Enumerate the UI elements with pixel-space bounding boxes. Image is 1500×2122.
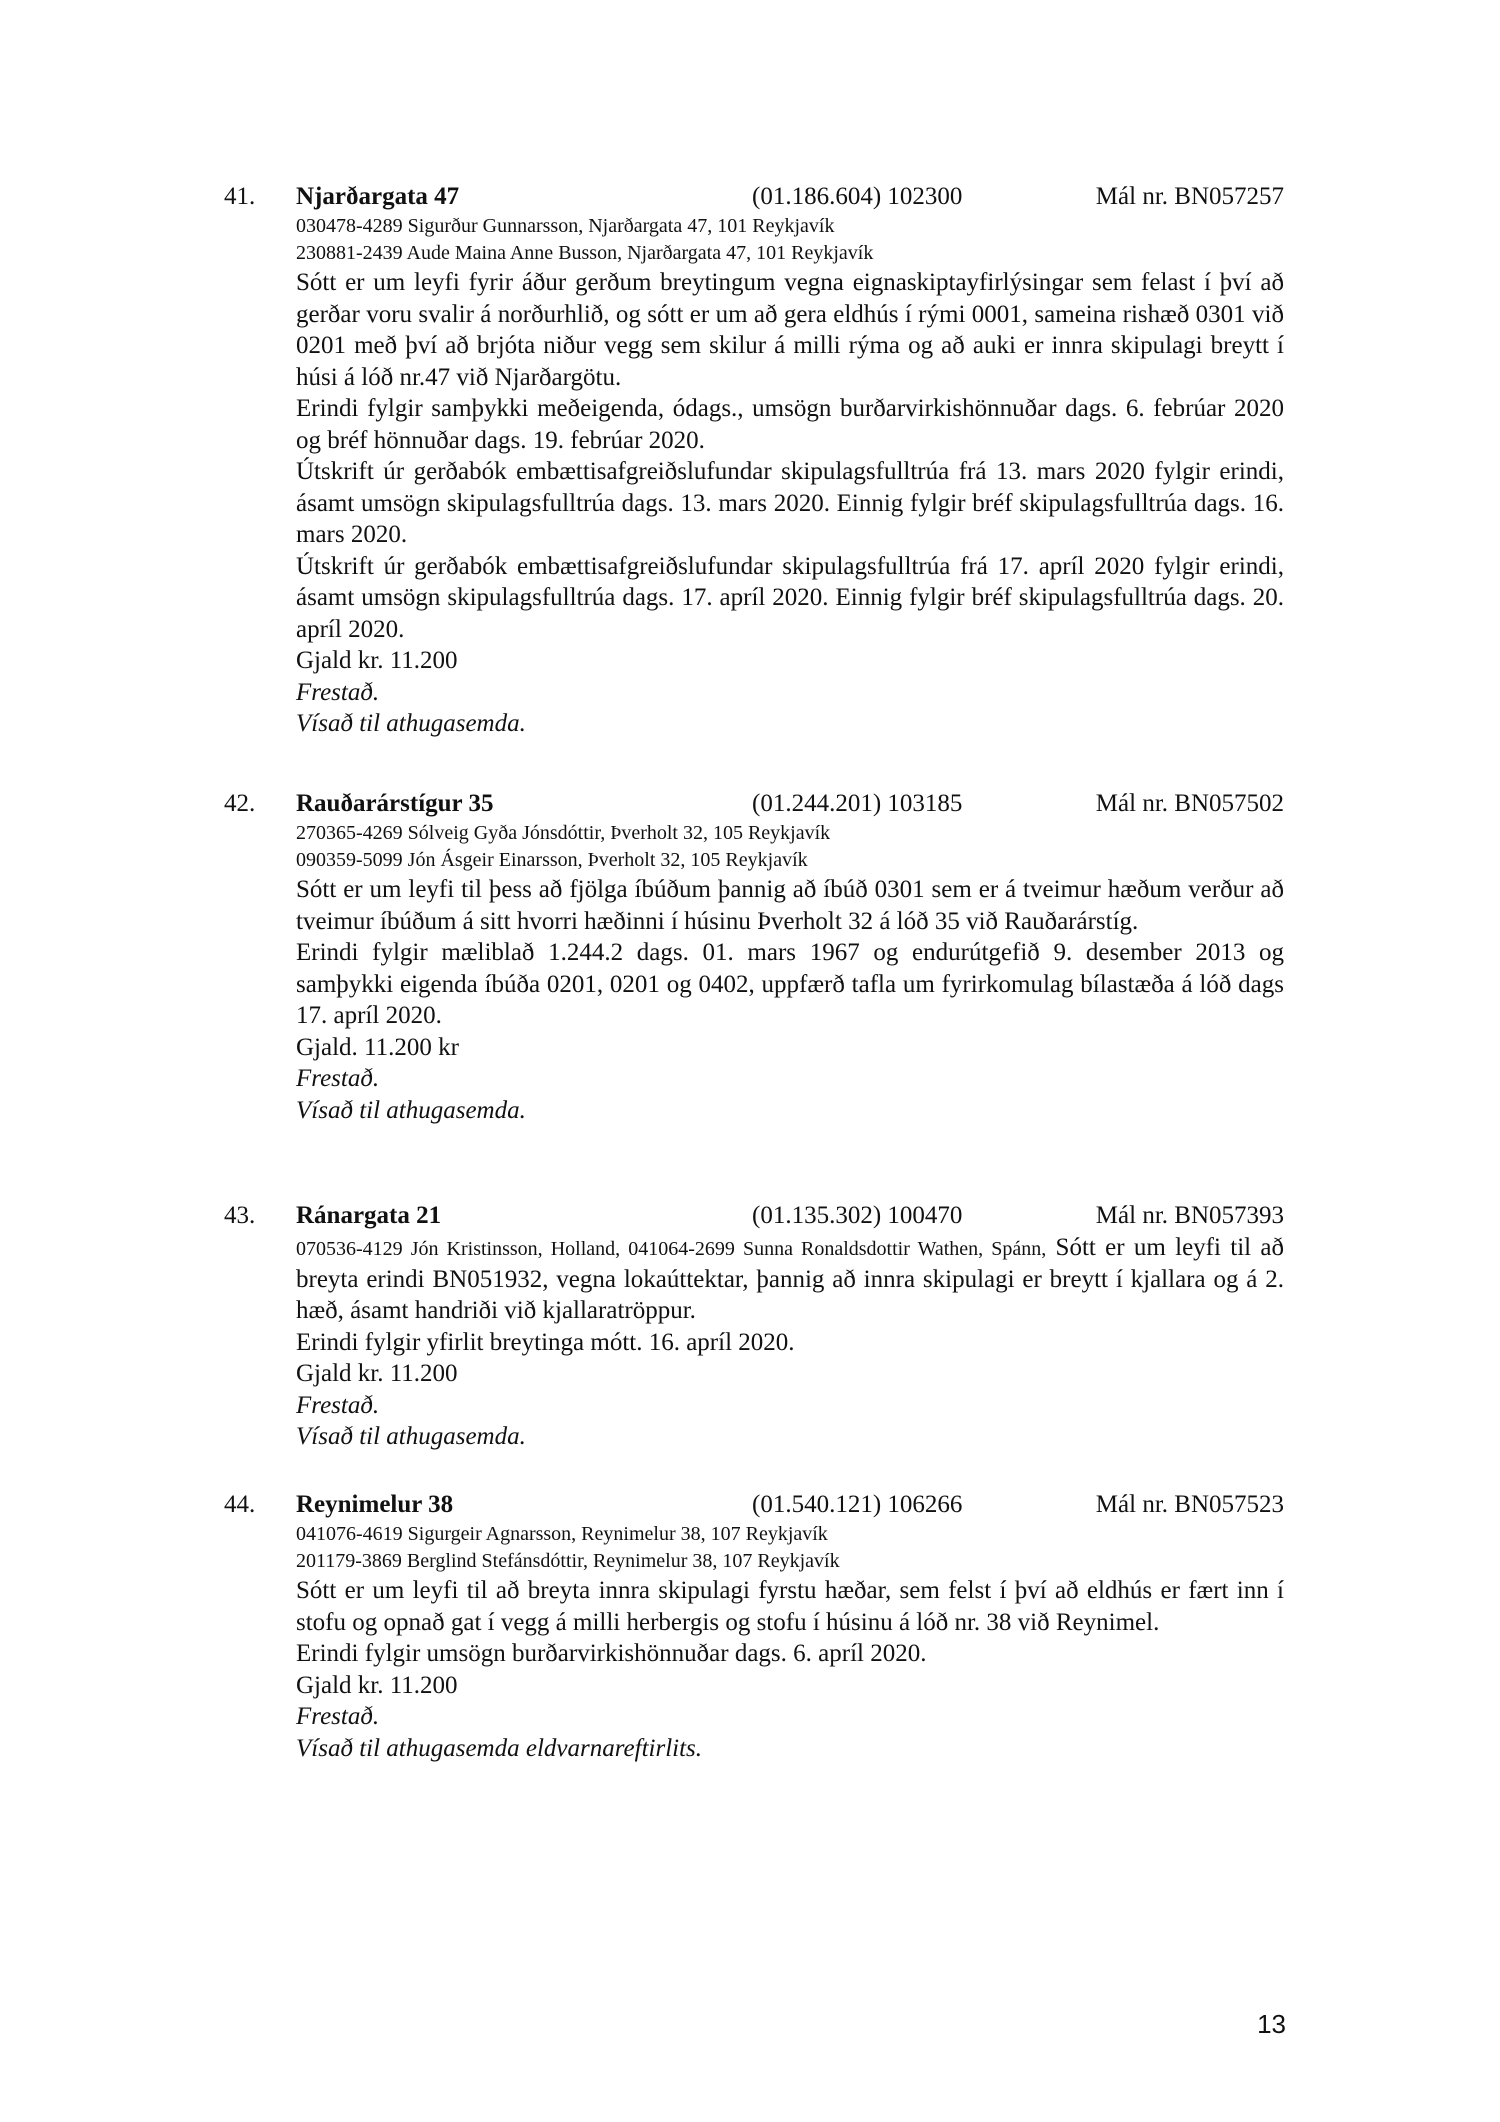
entry-case-number: Mál nr. BN057257 bbox=[1095, 183, 1284, 210]
entry-case-number: Mál nr. BN057393 bbox=[1095, 1202, 1284, 1229]
entry-body bbox=[296, 1521, 1284, 1764]
entry-number: 42. bbox=[224, 790, 256, 817]
entry-number: 43. bbox=[224, 1202, 256, 1229]
entry-property-ref: (01.244.201) 103185 bbox=[752, 790, 963, 817]
minutes-text: Útskrift úr gerðabók embættisafgreiðslufundar skipulagsfulltrúa frá 13. mars 2020 fylgir erindi, ásamt umsögn skipulagsfulltrúa dags. 13. mars 2020. Einnig fylgir bréf skipulagsfulltrúa dags. 16. mars 2020. bbox=[296, 458, 1284, 548]
entry-address: Njarðargata 47 bbox=[296, 183, 460, 210]
page-number: 13 bbox=[1257, 2009, 1286, 2039]
decision-referral: Vísað til athugasemda. bbox=[296, 710, 526, 737]
entry-property-ref: (01.540.121) 106266 bbox=[752, 1491, 963, 1518]
application-text bbox=[296, 1232, 1284, 1327]
case-entry-44 bbox=[224, 1489, 1284, 1764]
entry-case-number: Mál nr. BN057502 bbox=[1095, 790, 1284, 817]
application-text-inline: Sótt er um leyfi til að breyta erindi BN051932, vegna lokaúttektar, þannig að innra skipulagi er breytt í kjallara og á 2. hæð, ásamt handriði við kjallaratröppur. bbox=[296, 1234, 1284, 1324]
decision-status: Frestað. bbox=[296, 1391, 380, 1419]
decision-referral: Vísað til athugasemda eldvarnareftirlits. bbox=[296, 1734, 703, 1762]
entry-address: Ránargata 21 bbox=[296, 1202, 442, 1229]
entry-property-ref: (01.135.302) 100470 bbox=[752, 1202, 963, 1229]
application-text: Sótt er um leyfi fyrir áður gerðum breytingum vegna eignaskiptayfirlýsingar sem felast í því að gerðar voru svalir á norðurhlið, og sótt er um að gera eldhús í rými 0001, sameina rishæð 0301 við 0201 með því að brjóta niður vegg sem skilur á milli rýma og að auki er innra skipulagi breytt í húsi á lóð nr.47 við Njarðargötu. bbox=[296, 269, 1284, 391]
owner-line: 090359-5099 Jón Ásgeir Einarsson, Þverholt 32, 105 Reykjavík bbox=[296, 849, 808, 871]
fee-text: Gjald kr. 11.200 bbox=[296, 1360, 458, 1387]
decision-status: Frestað. bbox=[296, 1703, 380, 1730]
attachment-text: Erindi fylgir mæliblað 1.244.2 dags. 01. mars 1967 og endurútgefið 9. desember 2013 og samþykki eigenda íbúða 0201, 0201 og 0402, uppfærð tafla um fyrirkomulag bílastæða á lóð dags 17. apríl 2020. bbox=[296, 939, 1284, 1029]
entry-body bbox=[296, 1232, 1284, 1453]
application-text: Sótt er um leyfi til að breyta innra skipulagi fyrstu hæðar, sem felst í því að eldhús er fært inn í stofu og opnað gat í vegg á milli herbergis og stofu í húsinu á lóð nr. 38 við Reynimel. bbox=[296, 1577, 1284, 1636]
entry-header bbox=[224, 1200, 1284, 1232]
application-text: Sótt er um leyfi til þess að fjölga íbúðum þannig að íbúð 0301 sem er á tveimur hæðum verður að tveimur íbúðum á sitt hvorri hæðinni í húsinu Þverholt 32 á lóð 35 við Rauðarárstíg. bbox=[296, 876, 1284, 935]
attachment-text: Erindi fylgir yfirlit breytinga mótt. 16. apríl 2020. bbox=[296, 1328, 795, 1356]
entry-body bbox=[296, 213, 1284, 740]
entry-property-ref: (01.186.604) 102300 bbox=[752, 183, 963, 210]
fee-text: Gjald. 11.200 kr bbox=[296, 1033, 459, 1061]
case-entry-42 bbox=[224, 788, 1284, 1126]
entry-body bbox=[296, 820, 1284, 1126]
case-entry-41 bbox=[224, 181, 1284, 740]
fee-text: Gjald kr. 11.200 bbox=[296, 1671, 458, 1699]
case-entry-43 bbox=[224, 1200, 1284, 1453]
decision-status: Frestað. bbox=[296, 1065, 380, 1092]
entry-header bbox=[224, 1489, 1284, 1521]
minutes-text: Útskrift úr gerðabók embættisafgreiðslufundar skipulagsfulltrúa frá 17. apríl 2020 fylgir erindi, ásamt umsögn skipulagsfulltrúa dags. 17. apríl 2020. Einnig fylgir bréf skipulagsfulltrúa dags. 20. apríl 2020. bbox=[296, 552, 1284, 643]
decision-referral: Vísað til athugasemda. bbox=[296, 1096, 526, 1124]
decision-referral: Vísað til athugasemda. bbox=[296, 1423, 526, 1450]
entry-address: Rauðarárstígur 35 bbox=[296, 790, 494, 817]
entry-header bbox=[224, 181, 1284, 213]
decision-status: Frestað. bbox=[296, 678, 380, 706]
entry-header bbox=[224, 788, 1284, 820]
attachment-text: Erindi fylgir umsögn burðarvirkishönnuðar dags. 6. apríl 2020. bbox=[296, 1640, 927, 1667]
entry-number: 44. bbox=[224, 1491, 256, 1518]
entry-case-number: Mál nr. BN057523 bbox=[1095, 1491, 1284, 1518]
attachment-text: Erindi fylgir samþykki meðeigenda, ódags., umsögn burðarvirkishönnuðar dags. 6. febrúar 2020 og bréf hönnuðar dags. 19. febrúar 2020. bbox=[296, 395, 1284, 454]
owner-line: 070536-4129 Jón Kristinsson, Holland, 041064-2699 Sunna Ronaldsdottir Wathen, Spánn, bbox=[296, 1238, 1047, 1260]
owner-line: 270365-4269 Sólveig Gyða Jónsdóttir, Þverholt 32, 105 Reykjavík bbox=[296, 822, 831, 844]
fee-text: Gjald kr. 11.200 bbox=[296, 647, 458, 674]
owner-line: 030478-4289 Sigurður Gunnarsson, Njarðargata 47, 101 Reykjavík bbox=[296, 215, 835, 237]
owner-line: 230881-2439 Aude Maina Anne Busson, Njarðargata 47, 101 Reykjavík bbox=[296, 242, 874, 264]
owner-line: 201179-3869 Berglind Stefánsdóttir, Reynimelur 38, 107 Reykjavík bbox=[296, 1550, 840, 1572]
entry-number: 41. bbox=[224, 183, 256, 210]
entry-address: Reynimelur 38 bbox=[296, 1491, 454, 1518]
owner-line: 041076-4619 Sigurgeir Agnarsson, Reynimelur 38, 107 Reykjavík bbox=[296, 1523, 828, 1545]
